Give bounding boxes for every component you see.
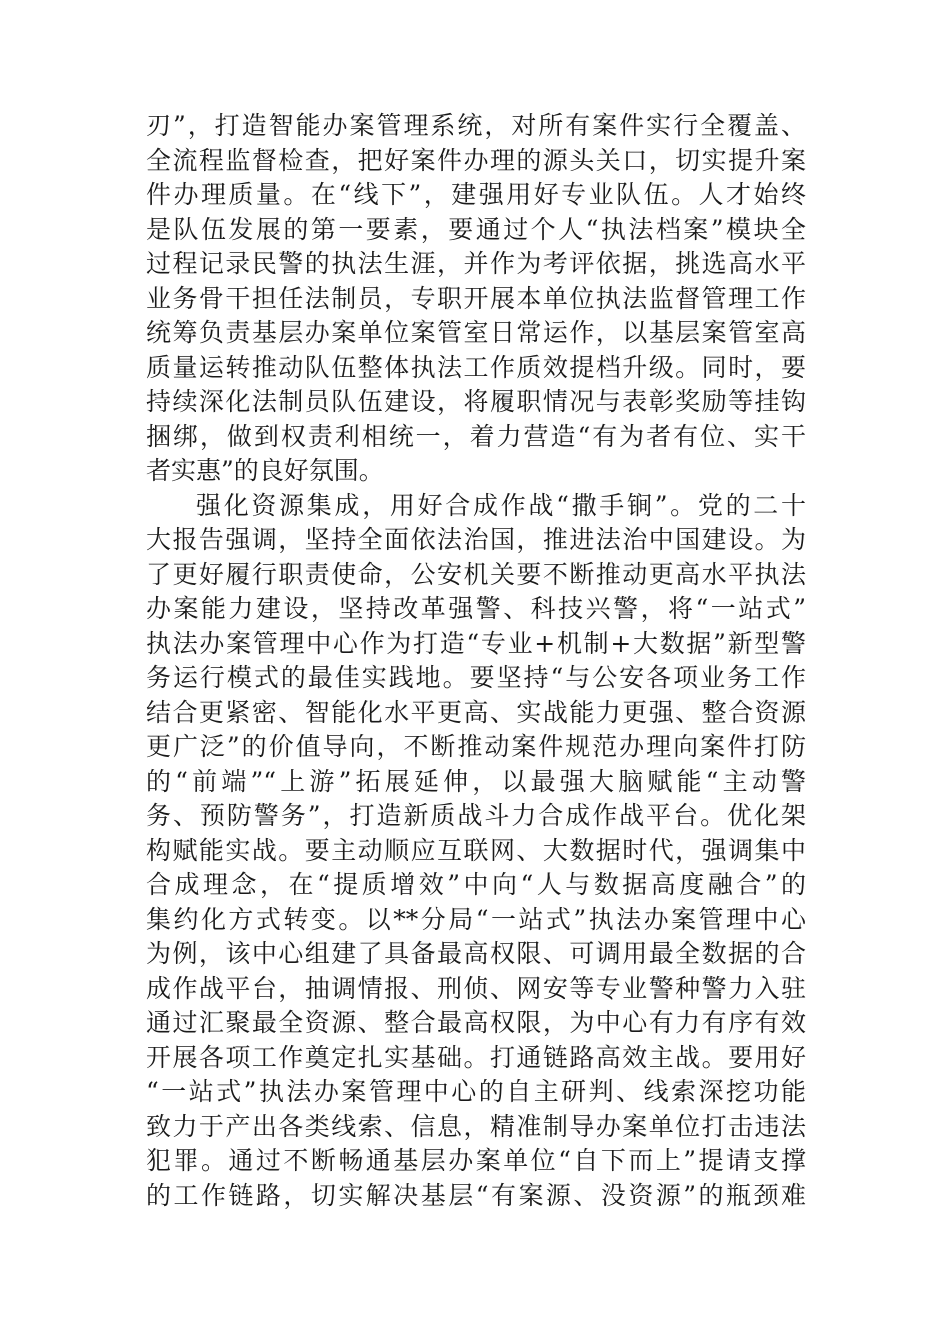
text-line: 为例，该中心组建了具备最高权限、可调用最全数据的合	[146, 939, 806, 968]
text-line: 了更好履行职责使命，公安机关要不断推动更高水平执法	[146, 559, 806, 589]
text-line: 的工作链路，切实解决基层“有案源、没资源”的瓶颈难	[146, 1180, 806, 1210]
text-line: 过程记录民警的执法生涯，并作为考评依据，挑选高水平	[146, 249, 806, 278]
text-line: 开展各项工作奠定扎实基础。打通链路高效主战。要用好	[146, 1042, 806, 1072]
text-line: 执法办案管理中心作为打造“专业+机制+大数据”新型警	[146, 628, 806, 658]
text-line: 致力于产出各类线索、信息，精准制导办案单位打击违法	[146, 1111, 806, 1141]
text-line: 务运行模式的最佳实践地。要坚持“与公安各项业务工作	[146, 663, 806, 692]
text-line: 刃”，打造智能办案管理系统，对所有案件实行全覆盖、	[146, 111, 806, 140]
text-line: 办案能力建设，坚持改革强警、科技兴警，将“一站式”	[146, 594, 806, 623]
text-line: 件办理质量。在“线下”，建强用好专业队伍。人才始终	[146, 180, 806, 209]
text-line: “一站式”执法办案管理中心的自主研判、线索深挖功能	[146, 1077, 806, 1106]
text-line: 全流程监督检查，把好案件办理的源头关口，切实提升案	[146, 145, 806, 175]
text-line: 捆绑，做到权责利相统一，着力营造“有为者有位、实干	[146, 421, 806, 451]
text-line: 合成理念，在“提质增效”中向“人与数据高度融合”的	[146, 870, 806, 899]
text-line: 的“前端”“上游”拓展延伸，以最强大脑赋能“主动警	[146, 766, 806, 796]
text-line: 质量运转推动队伍整体执法工作质效提档升级。同时，要	[146, 352, 806, 382]
text-line: 务、预防警务”，打造新质战斗力合成作战平台。优化架	[146, 801, 806, 830]
text-line: 成作战平台，抽调情报、刑侦、网安等专业警种警力入驻	[146, 973, 806, 1003]
text-line: 者实惠”的良好氛围。	[146, 456, 384, 485]
text-line: 是队伍发展的第一要素，要通过个人“执法档案”模块全	[146, 214, 806, 244]
text-line: 大报告强调，坚持全面依法治国，推进法治中国建设。为	[146, 525, 806, 554]
text-line: 统筹负责基层办案单位案管室日常运作，以基层案管室高	[146, 318, 806, 347]
text-line: 通过汇聚最全资源、整合最高权限，为中心有力有序有效	[146, 1008, 806, 1037]
text-line: 构赋能实战。要主动顺应互联网、大数据时代，强调集中	[146, 835, 806, 865]
text-line: 集约化方式转变。以**分局“一站式”执法办案管理中心	[146, 904, 806, 934]
text-line: 更广泛”的价值导向，不断推动案件规范办理向案件打防	[146, 732, 806, 761]
text-line: 持续深化法制员队伍建设，将履职情况与表彰奖励等挂钩	[146, 387, 806, 416]
body-text	[146, 109, 806, 1213]
text-line: 结合更紧密、智能化水平更高、实战能力更强、整合资源	[146, 697, 806, 727]
text-line: 业务骨干担任法制员，专职开展本单位执法监督管理工作	[146, 283, 806, 313]
text-line: 犯罪。通过不断畅通基层办案单位“自下而上”提请支撑	[146, 1146, 806, 1175]
text-line: 强化资源集成，用好合成作战“撒手锏”。党的二十	[196, 490, 806, 520]
